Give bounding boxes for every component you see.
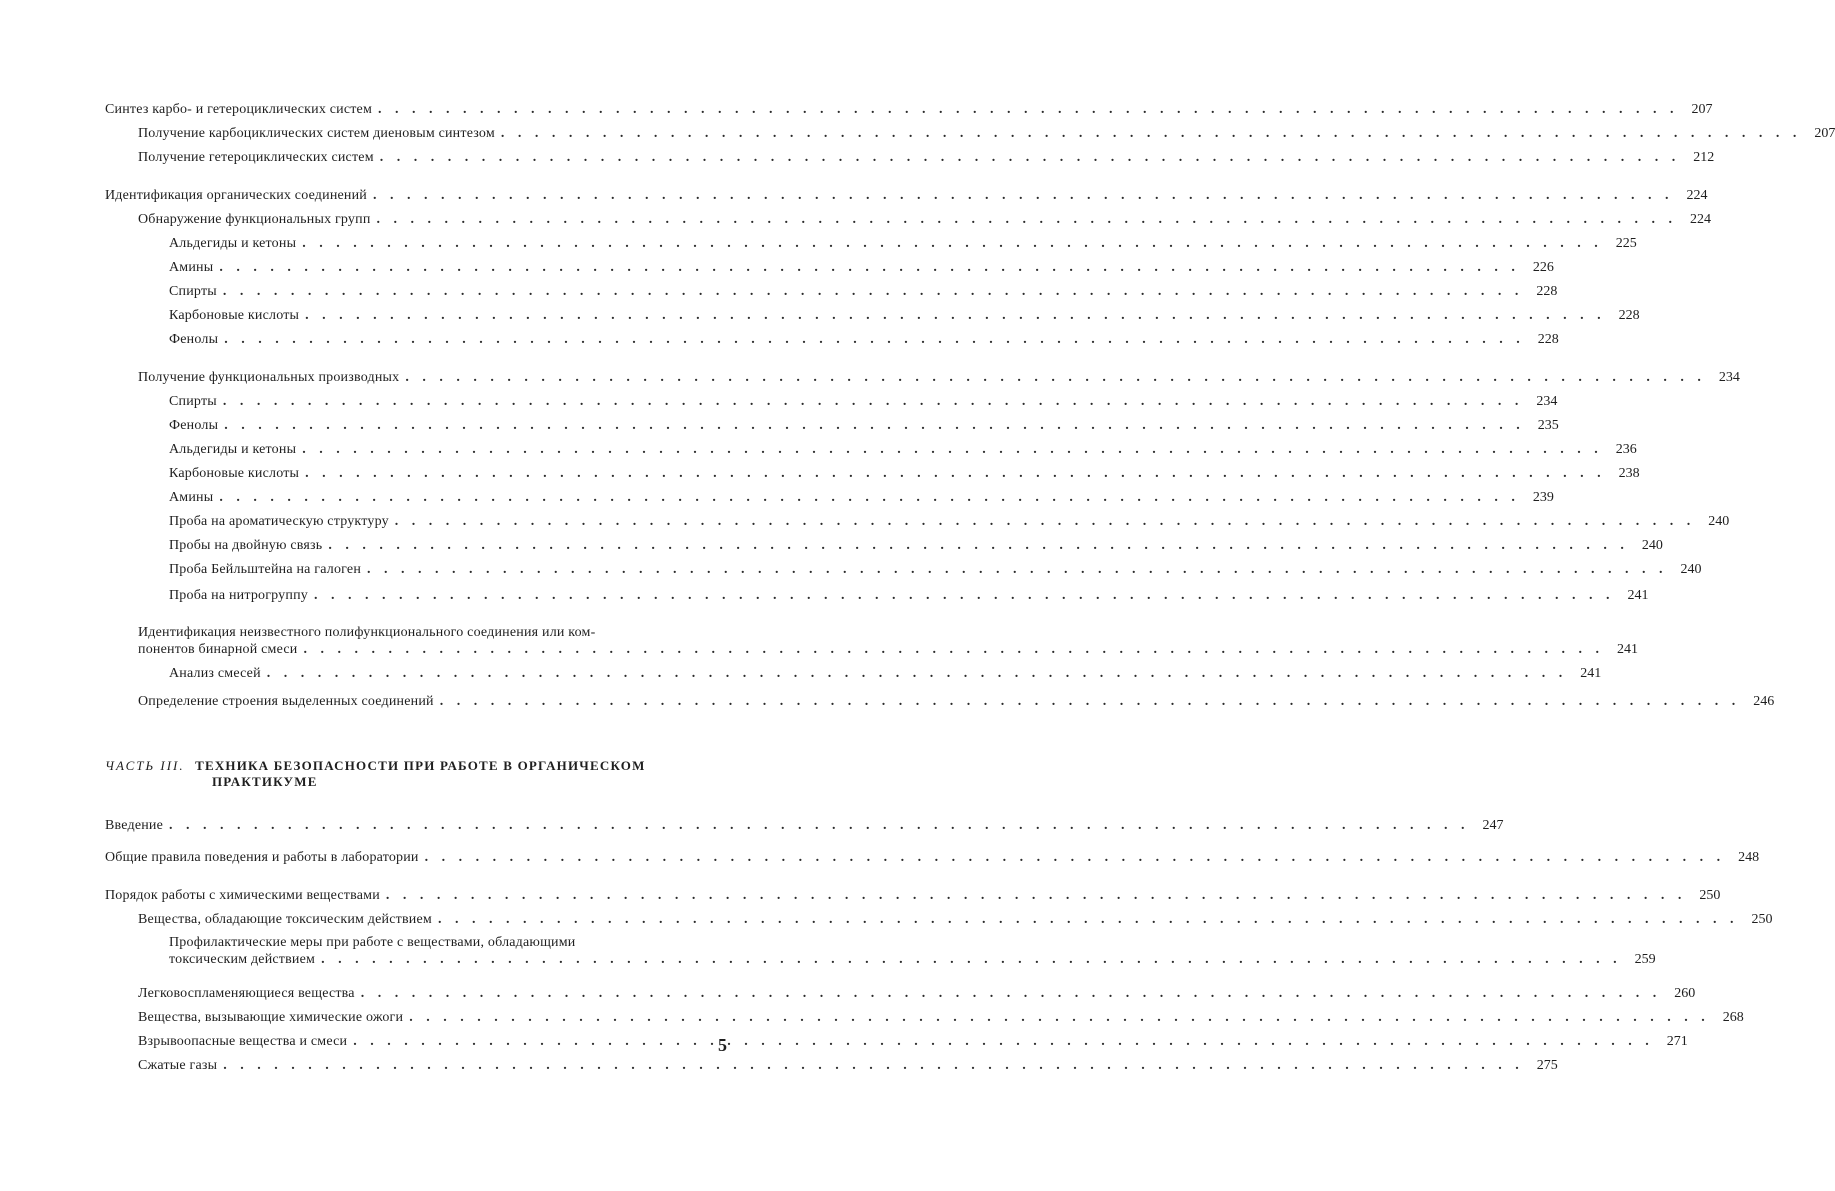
toc-entry-title: Взрывоопасные вещества и смеси [138, 1034, 348, 1049]
toc-entry-title: Общие правила поведения и работы в лаборатории [105, 850, 419, 865]
toc-entry [0, 561, 1702, 579]
toc-entry-page: 250 [1699, 888, 1721, 903]
toc-entry-title: Синтез карбо- и гетероциклических систем [105, 102, 373, 117]
toc-entry [0, 441, 1637, 459]
dot-leader [373, 187, 1674, 205]
dot-leader [303, 641, 1604, 659]
toc-entry [0, 1033, 1688, 1051]
dot-leader [305, 307, 1606, 325]
toc-entry-page: 241 [1616, 642, 1638, 657]
toc-entry-title: Вещества, обладающие токсическим действием [138, 912, 432, 927]
dot-leader [377, 211, 1678, 229]
toc-entry [0, 587, 1649, 605]
toc-entry [0, 417, 1559, 435]
part-heading [105, 758, 735, 790]
toc-entry-page: 224 [1686, 188, 1708, 203]
toc-entry-title: Фенолы [169, 418, 219, 433]
toc-entry-title: Идентификация органических соединений [105, 188, 368, 203]
toc-entry-title: Фенолы [169, 332, 219, 347]
toc-entry-page: 240 [1708, 514, 1730, 529]
toc-entry-chemicals [0, 887, 1721, 905]
toc-entry-page: 275 [1536, 1058, 1558, 1073]
toc-entry-title-line2: токсическим действием [169, 952, 316, 967]
part-title-line2: ПРАКТИКУМЕ [212, 774, 318, 789]
toc-entry-page: 241 [1580, 666, 1602, 681]
toc-entry [0, 513, 1730, 531]
toc-entry-page: 248 [1738, 850, 1760, 865]
toc-entry-unknown-cont [0, 641, 1638, 659]
toc-entry-page: 225 [1615, 236, 1637, 251]
toc-entry-toxic [0, 911, 1773, 929]
toc-entry-derivatives [0, 369, 1740, 387]
toc-entry-title: Получение функциональных производных [138, 370, 400, 385]
page-number: 5 [718, 1035, 727, 1055]
toc-entry [0, 283, 1558, 301]
toc-entry-title: Получение гетероциклических систем [138, 150, 374, 165]
dot-leader [305, 465, 1606, 483]
toc-entry-page: 260 [1674, 986, 1696, 1001]
toc-entry [0, 537, 1663, 555]
dot-leader [378, 101, 1679, 119]
dot-leader [219, 489, 1520, 507]
part-label: ЧАСТЬ III. [105, 758, 185, 773]
dot-leader [353, 1033, 1654, 1051]
toc-entry-page: 234 [1536, 394, 1558, 409]
toc-entry [0, 125, 1835, 143]
dot-leader [440, 693, 1741, 711]
toc-entry [0, 259, 1554, 277]
dot-leader [367, 561, 1668, 579]
dot-leader [223, 393, 1524, 411]
dot-leader [328, 537, 1629, 555]
toc-entry-page: 259 [1634, 952, 1656, 967]
toc-entry-title: Карбоновые кислоты [169, 308, 300, 323]
toc-entry-title: Сжатые газы [138, 1058, 218, 1073]
toc-entry [0, 307, 1640, 325]
toc-entry-title: Проба на нитрогруппу [169, 588, 308, 603]
toc-entry [0, 1009, 1744, 1027]
toc-entry-title: Получение карбоциклических систем диеновым синтезом [138, 126, 495, 141]
toc-entry-title: Вещества, вызывающие химические ожоги [138, 1010, 404, 1025]
dot-leader [386, 887, 1687, 905]
dot-leader [321, 951, 1622, 969]
toc-entry-page: 238 [1618, 466, 1640, 481]
toc-entry-title: Обнаружение функциональных групп [138, 212, 371, 227]
toc-entry [0, 331, 1559, 349]
toc-entry-title-line1: Профилактические меры при работе с веществами, обладающими [169, 935, 576, 950]
dot-leader [361, 985, 1662, 1003]
dot-leader [380, 149, 1681, 167]
toc-entry-title: Спирты [169, 284, 217, 299]
toc-entry-page: 240 [1680, 562, 1702, 577]
toc-entry-page: 236 [1615, 442, 1637, 457]
toc-entry [0, 985, 1696, 1003]
toc-entry-page: 241 [1627, 588, 1649, 603]
part-title-line1: ТЕХНИКА БЕЗОПАСНОСТИ ПРИ РАБОТЕ В ОРГАНИЧЕСКОМ [195, 758, 646, 773]
dot-leader [405, 369, 1706, 387]
toc-entry-title: Проба Бейльштейна на галоген [169, 562, 362, 577]
toc-entry-title: Введение [105, 818, 164, 833]
toc-entry-page: 247 [1482, 818, 1504, 833]
toc-entry-title: Альдегиды и кетоны [169, 442, 297, 457]
toc-entry [0, 393, 1558, 411]
toc-entry [0, 235, 1637, 253]
toc-entry-title: Карбоновые кислоты [169, 466, 300, 481]
dot-leader [223, 283, 1524, 301]
toc-entry-title: Порядок работы с химическими веществами [105, 888, 380, 903]
toc-entry-page: 207 [1814, 126, 1835, 141]
toc-entry-title: Спирты [169, 394, 217, 409]
toc-entry-page: 207 [1691, 102, 1713, 117]
dot-leader [169, 817, 1470, 835]
dot-leader [224, 331, 1525, 349]
toc-entry-page: 226 [1532, 260, 1554, 275]
toc-entry-title: Легковоспламеняющиеся вещества [138, 986, 355, 1001]
toc-entry-groups [0, 211, 1712, 229]
toc-entry [0, 149, 1715, 167]
dot-leader [409, 1009, 1710, 1027]
toc-entry-prevention-cont [0, 951, 1656, 969]
toc-entry [0, 489, 1554, 507]
toc-entry-title: Проба на ароматическую структуру [169, 514, 389, 529]
toc-entry-title: Определение строения выделенных соединений [138, 694, 434, 709]
toc-entry-title: Анализ смесей [169, 666, 261, 681]
toc-entry [0, 465, 1640, 483]
toc-entry-title: Амины [169, 490, 214, 505]
dot-leader [314, 587, 1615, 605]
toc-entry-prevention [169, 934, 736, 951]
toc-entry-page: 228 [1618, 308, 1640, 323]
toc-entry-page: 239 [1532, 490, 1554, 505]
dot-leader [302, 441, 1603, 459]
toc-entry-rules [0, 849, 1760, 867]
toc-entry-title-line1: Идентификация неизвестного полифункционального соединения или ком- [138, 625, 596, 640]
toc-entry-page: 235 [1537, 418, 1559, 433]
toc-entry-page: 240 [1641, 538, 1663, 553]
toc-entry-page: 228 [1536, 284, 1558, 299]
toc-entry-intro [0, 817, 1504, 835]
toc-entry-synthesis [0, 101, 1713, 119]
toc-entry-title: Альдегиды и кетоны [169, 236, 297, 251]
dot-leader [267, 665, 1568, 683]
dot-leader [438, 911, 1739, 929]
toc-entry-page: 228 [1537, 332, 1559, 347]
dot-leader [395, 513, 1696, 531]
toc-entry-page: 212 [1693, 150, 1715, 165]
dot-leader [501, 125, 1802, 143]
toc-entry-title: Амины [169, 260, 214, 275]
toc-entry-title: Пробы на двойную связь [169, 538, 323, 553]
toc-entry-page: 268 [1722, 1010, 1744, 1025]
toc-entry-page: 271 [1666, 1034, 1688, 1049]
toc-entry [0, 1057, 1558, 1075]
toc-entry-unknown [138, 624, 736, 641]
dot-leader [425, 849, 1726, 867]
toc-entry-identification [0, 187, 1708, 205]
toc-entry-page: 246 [1753, 694, 1775, 709]
toc-entry-structure [0, 693, 1775, 711]
dot-leader [219, 259, 1520, 277]
toc-entry-page: 250 [1751, 912, 1773, 927]
toc-entry [0, 665, 1602, 683]
toc-entry-page: 234 [1718, 370, 1740, 385]
toc-entry-title-line2: понентов бинарной смеси [138, 642, 298, 657]
dot-leader [223, 1057, 1524, 1075]
toc-entry-page: 224 [1690, 212, 1712, 227]
dot-leader [302, 235, 1603, 253]
dot-leader [224, 417, 1525, 435]
